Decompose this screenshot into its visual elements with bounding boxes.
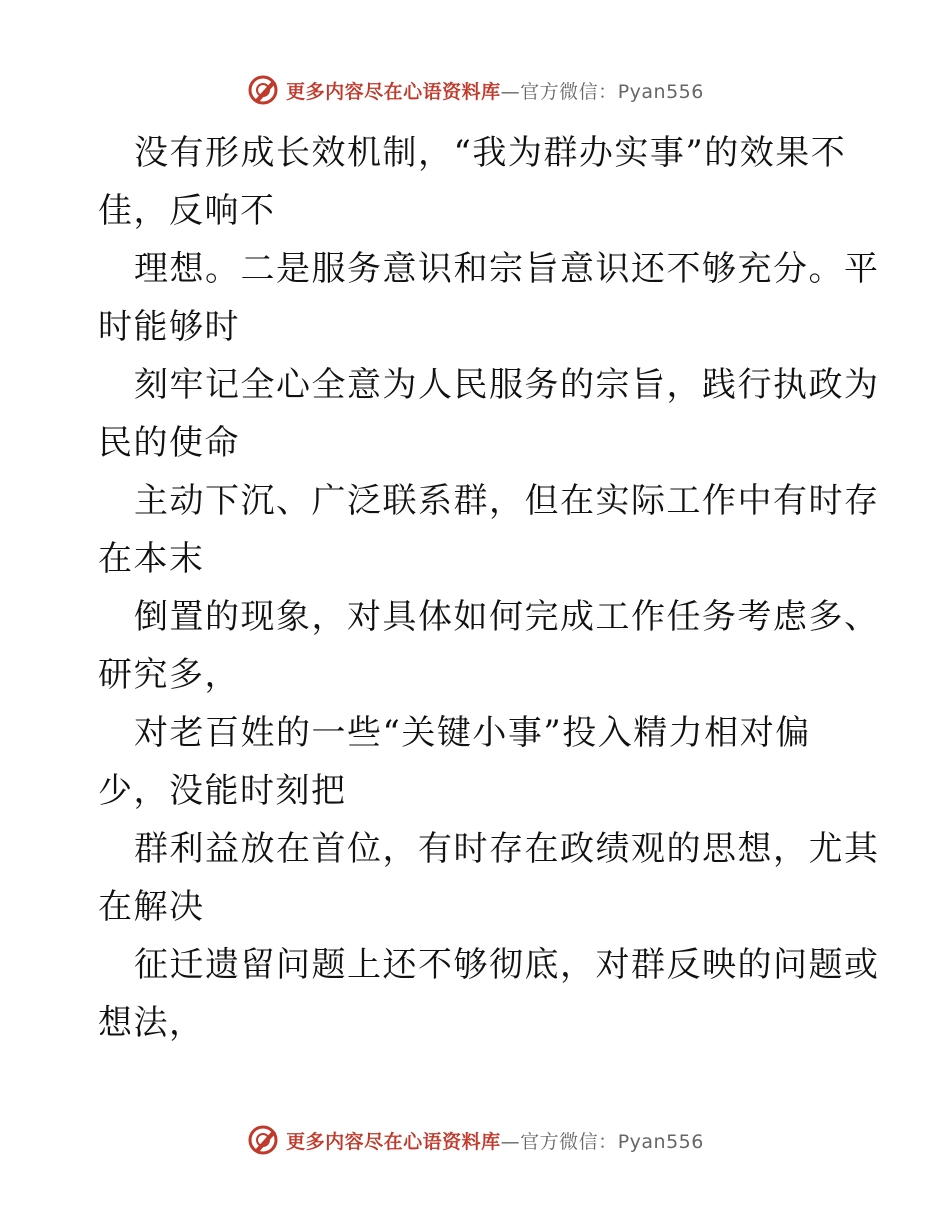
text-line: 没有形成长效机制，“我为群办实事”的效果不 [134, 133, 847, 173]
watermark-wechat-id: Pyan556 [617, 1130, 704, 1153]
text-line: 民的使命 [98, 423, 240, 463]
text-line: 研究多， [98, 655, 240, 695]
watermark-text [286, 1127, 704, 1154]
text-line: 想法， [98, 1003, 205, 1043]
paragraph [98, 820, 880, 936]
pen-in-circle-icon [246, 1123, 280, 1157]
text-line: 刻牢记全心全意为人民服务的宗旨，践行执政为 [134, 365, 880, 405]
paragraph [98, 472, 880, 588]
paragraph [98, 704, 858, 820]
watermark-wechat-label: —官方微信： [500, 1130, 618, 1153]
text-line: 对老百姓的一些“关键小事”投入精力相对偏 [134, 713, 811, 753]
paragraph [98, 240, 880, 356]
text-line: 群利益放在首位，有时存在政绩观的思想，尤其 [134, 829, 880, 869]
watermark-wechat-id: Pyan556 [617, 80, 704, 103]
text-line: 少，没能时刻把 [98, 771, 347, 811]
pen-in-circle-icon [246, 73, 280, 107]
watermark-text [286, 77, 704, 104]
text-line: 时能够时 [98, 307, 240, 347]
paragraph [98, 356, 880, 472]
watermark-site-name: 更多内容尽在心语资料库 [286, 80, 501, 103]
text-line: 倒置的现象，对具体如何完成工作任务考虑多、 [134, 597, 880, 637]
paragraph [98, 124, 858, 240]
watermark-site-name: 更多内容尽在心语资料库 [286, 1130, 501, 1153]
text-line: 理想。二是服务意识和宗旨意识还不够充分。平 [134, 249, 880, 289]
document-body [98, 124, 880, 1052]
text-line: 征迁遗留问题上还不够彻底，对群反映的问题或 [134, 945, 880, 985]
footer-watermark [0, 1118, 950, 1162]
text-line: 在本末 [98, 539, 205, 579]
text-line: 在解决 [98, 887, 205, 927]
header-watermark [0, 68, 950, 112]
paragraph [98, 588, 880, 704]
text-line: 佳，反响不 [98, 191, 276, 231]
watermark-wechat-label: —官方微信： [500, 80, 618, 103]
text-line: 主动下沉、广泛联系群，但在实际工作中有时存 [134, 481, 880, 521]
paragraph [98, 936, 880, 1052]
